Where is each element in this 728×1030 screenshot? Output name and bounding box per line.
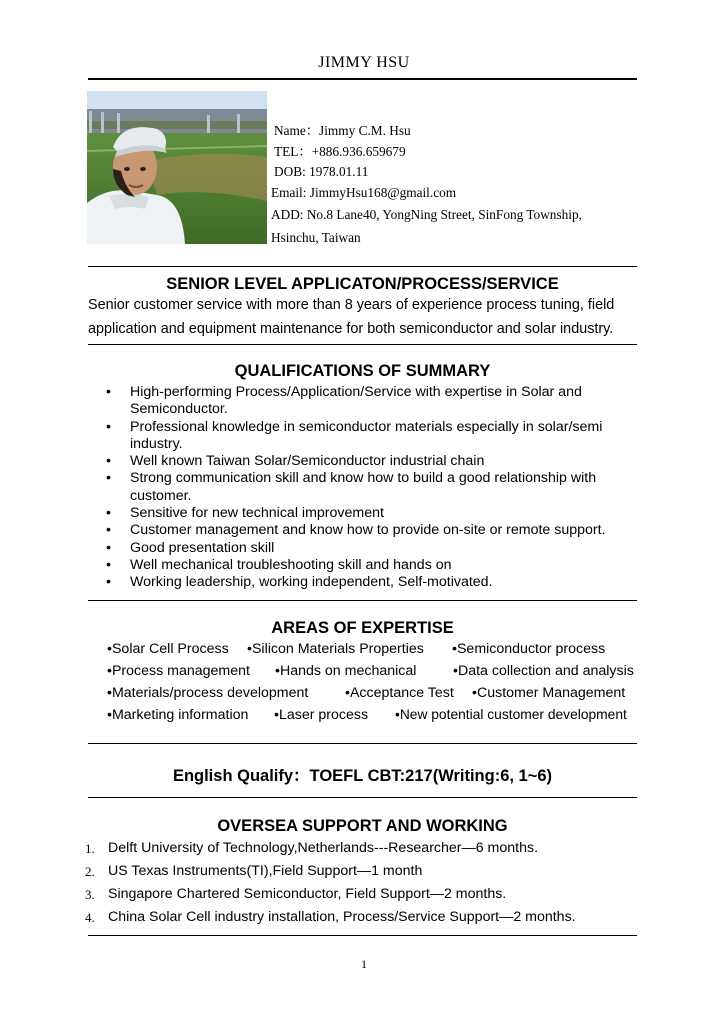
list-item-text: Sensitive for new technical improvement xyxy=(130,505,384,522)
list-item xyxy=(106,453,606,470)
contact-address-line2: Hsinchu, Taiwan xyxy=(271,230,361,245)
list-item xyxy=(106,419,606,436)
expertise-item: •Hands on mechanical xyxy=(275,663,417,679)
list-item-text: Customer management and know how to provide on-site or remote support. xyxy=(130,522,606,539)
list-number: 1. xyxy=(85,841,95,856)
list-item-text: US Texas Instruments(TI),Field Support—1 month xyxy=(108,863,423,879)
list-number: 4. xyxy=(85,910,95,925)
oversea-title: OVERSEA SUPPORT AND WORKING xyxy=(217,817,508,835)
list-item xyxy=(106,505,606,522)
divider xyxy=(88,600,637,601)
list-item-text: Delft University of Technology,Netherlands---Researcher—6 months. xyxy=(108,840,539,856)
list-item xyxy=(106,384,606,401)
english-qualification: English Qualify：TOEFL CBT:217(Writing:6, 1~6) xyxy=(172,767,553,785)
list-item-text: Strong communication skill and know how to build a good relationship with xyxy=(130,470,597,487)
list-item-text: Well known Taiwan Solar/Semiconductor industrial chain xyxy=(130,453,485,470)
bullet-icon: • xyxy=(106,453,111,470)
list-item-text: Working leadership, working independent, Self-motivated. xyxy=(130,574,493,591)
contact-name: Name：Jimmy C.M. Hsu xyxy=(274,123,411,138)
qualifications-list xyxy=(106,384,606,592)
list-item-text: Good presentation skill xyxy=(130,539,275,556)
profile-photo-image xyxy=(87,91,267,244)
expertise-item: •Acceptance Test xyxy=(345,685,454,701)
divider xyxy=(88,266,637,267)
bullet-icon: • xyxy=(106,384,111,400)
list-item-text: Semiconductor. xyxy=(130,401,228,418)
expertise-item: •Marketing information xyxy=(107,707,249,723)
divider xyxy=(88,743,637,744)
list-item-text: High-performing Process/Application/Service with expertise in Solar and xyxy=(130,384,582,400)
list-item xyxy=(106,522,606,539)
list-item xyxy=(106,401,606,418)
senior-level-title: SENIOR LEVEL APPLICATON/PROCESS/SERVICE xyxy=(166,275,559,293)
list-item-text: Professional knowledge in semiconductor materials especially in solar/semi xyxy=(130,418,603,435)
bullet-icon: • xyxy=(106,539,111,556)
divider xyxy=(88,935,637,936)
bullet-icon: • xyxy=(106,418,111,435)
senior-summary-line2: application and equipment maintenance for both semiconductor and solar industry. xyxy=(88,321,614,337)
list-item-text: Singapore Chartered Semiconductor, Field Support—2 months. xyxy=(108,886,507,902)
expertise-item: •Silicon Materials Properties xyxy=(247,641,424,657)
qualifications-title: QUALIFICATIONS OF SUMMARY xyxy=(234,362,491,380)
list-item-text: industry. xyxy=(130,435,183,452)
contact-dob: DOB: 1978.01.11 xyxy=(274,164,369,179)
list-item xyxy=(106,540,606,557)
expertise-item: •Semiconductor process xyxy=(452,641,606,657)
list-item xyxy=(106,470,606,487)
expertise-item: •Customer Management xyxy=(472,685,626,701)
bullet-icon: • xyxy=(106,470,111,487)
list-item-text: customer. xyxy=(130,487,192,504)
divider xyxy=(88,344,637,345)
expertise-item: •Materials/process development xyxy=(107,685,309,701)
divider xyxy=(88,797,637,798)
expertise-item: •New potential customer development xyxy=(395,707,627,722)
profile-photo xyxy=(87,91,267,244)
contact-email: Email: JimmyHsu168@gmail.com xyxy=(271,185,457,200)
list-item xyxy=(106,574,606,591)
expertise-item: •Process management xyxy=(107,663,250,679)
bullet-icon: • xyxy=(106,522,111,539)
bullet-icon: • xyxy=(106,556,111,573)
contact-address-line1: ADD: No.8 Lane40, YongNing Street, SinFong Township, xyxy=(271,207,582,222)
page-number: 1 xyxy=(361,957,367,971)
list-number: 2. xyxy=(85,864,95,879)
list-item-text: Well mechanical troubleshooting skill and hands on xyxy=(130,556,452,573)
list-item xyxy=(106,557,606,574)
expertise-item: •Data collection and analysis xyxy=(453,663,634,679)
expertise-item: •Solar Cell Process xyxy=(107,641,229,657)
bullet-icon: • xyxy=(106,505,111,522)
document-header-name: JIMMY HSU xyxy=(318,54,410,71)
list-item xyxy=(106,488,606,505)
header-rule xyxy=(88,78,637,80)
senior-summary-line1: Senior customer service with more than 8 years of experience process tuning, field xyxy=(88,297,615,313)
contact-tel: TEL：+886.936.659679 xyxy=(274,144,406,159)
list-item xyxy=(106,436,606,453)
list-item-text: China Solar Cell industry installation, Process/Service Support—2 months. xyxy=(108,909,576,925)
bullet-icon: • xyxy=(106,574,111,591)
list-number: 3. xyxy=(85,887,95,902)
expertise-item: •Laser process xyxy=(274,707,369,723)
expertise-title: AREAS OF EXPERTISE xyxy=(271,619,454,637)
